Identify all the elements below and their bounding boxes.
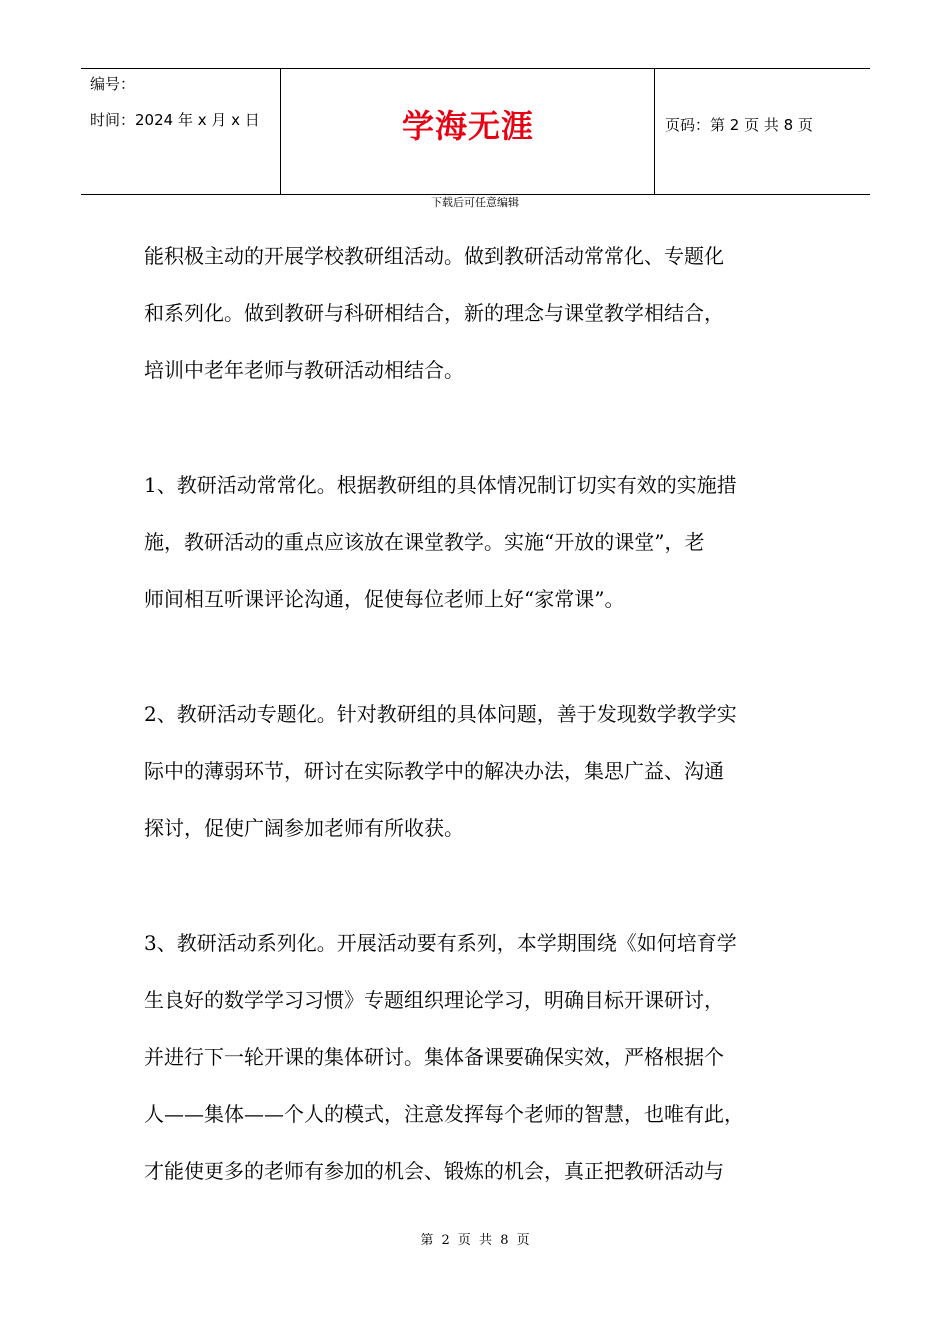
paragraph [144, 228, 834, 399]
paragraph [144, 686, 834, 857]
text-line: 并进行下一轮开课的集体研讨。集体备课要确保实效，严格根据个 [144, 1045, 724, 1069]
text-line: 2、教研活动专题化。针对教研组的具体问题，善于发现数学教学实 [144, 702, 737, 726]
text-line: 1、教研活动常常化。根据教研组的具体情况制订切实有效的实施措 [144, 473, 737, 497]
number-label: 编号： [90, 75, 136, 93]
text-line: 师间相互听课评论沟通，促使每位老师上好“家常课”。 [144, 587, 625, 611]
text-line: 和系列化。做到教研与科研相结合，新的理念与课堂教学相结合， [144, 301, 724, 325]
date-label: 时间：2024 年 x 月 x 日 [90, 111, 260, 129]
document-header [81, 68, 870, 195]
edit-note: 下载后可任意编辑 [431, 196, 519, 209]
text-line: 施，教研活动的重点应该放在课堂教学。实施“开放的课堂”，老 [144, 530, 705, 554]
text-line: 培训中老年老师与教研活动相结合。 [144, 358, 464, 382]
text-line: 3、教研活动系列化。开展活动要有系列，本学期围绕《如何培育学 [144, 931, 737, 955]
text-line: 人——集体——个人的模式，注意发挥每个老师的智慧，也唯有此， [144, 1102, 744, 1126]
page-info: 页码：第 2 页 共 8 页 [665, 116, 813, 134]
text-line: 生良好的数学学习习惯》专题组织理论学习，明确目标开课研讨， [144, 988, 724, 1012]
brand-title: 学海无涯 [401, 107, 534, 145]
paragraph [144, 457, 834, 628]
text-line: 际中的薄弱环节，研讨在实际教学中的解决办法，集思广益、沟通 [144, 759, 724, 783]
text-line: 能积极主动的开展学校教研组活动。做到教研活动常常化、专题化 [144, 244, 724, 268]
text-line: 探讨，促使广阔参加老师有所收获。 [144, 816, 464, 840]
text-line: 才能使更多的老师有参加的机会、锻炼的机会，真正把教研活动与 [144, 1159, 724, 1183]
page-footer: 第 2 页 共 8 页 [420, 1233, 530, 1248]
paragraph [144, 915, 834, 1200]
